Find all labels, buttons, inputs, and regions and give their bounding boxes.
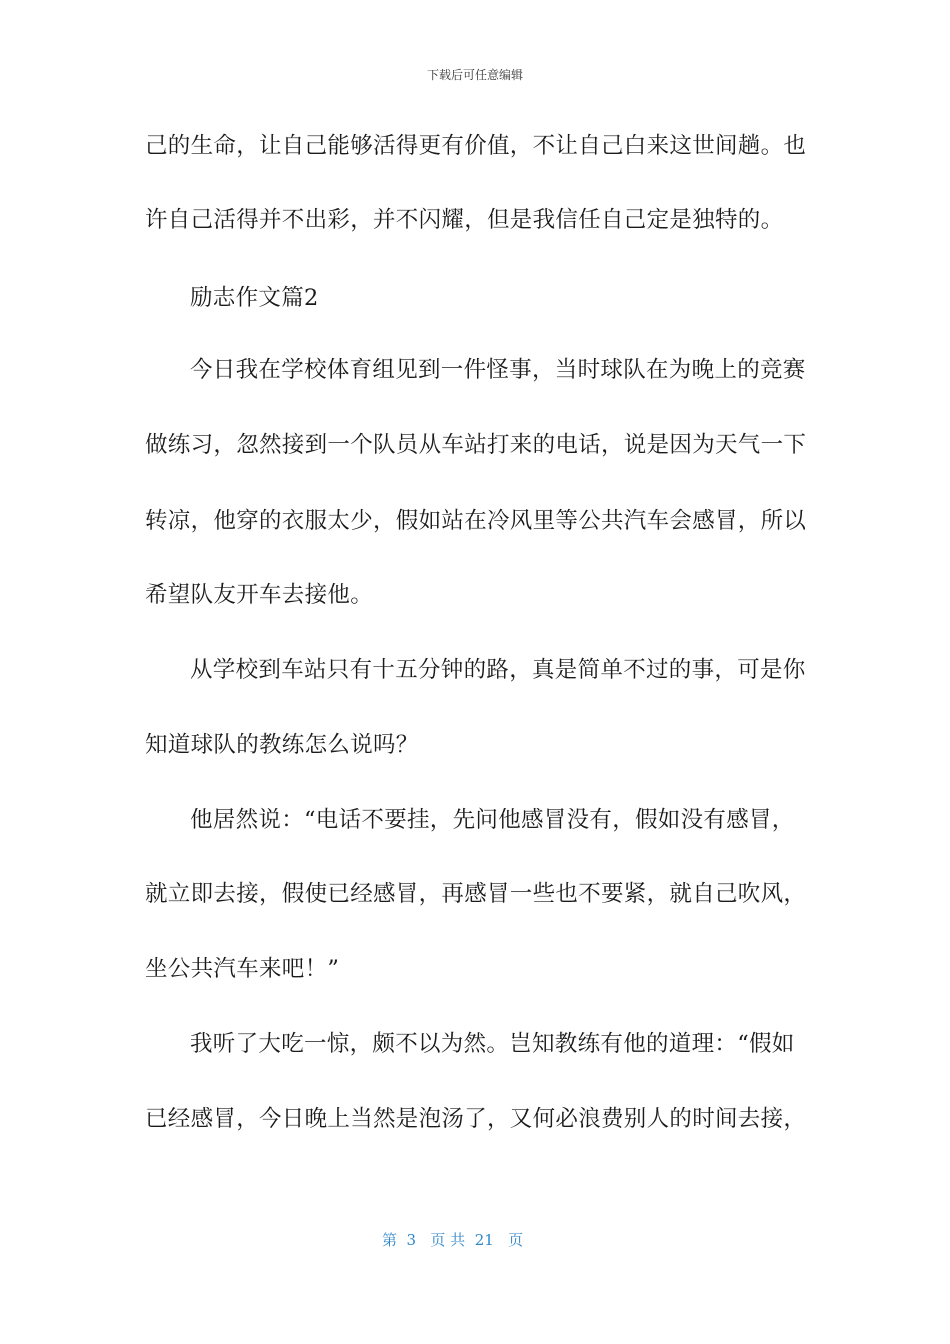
text-line: 我听了大吃一惊，颇不以为然。岂知教练有他的道理：“假如 xyxy=(190,1031,795,1057)
text-line: 就立即去接，假使已经感冒，再感冒一些也不要紧，就自己吹风， xyxy=(145,881,807,907)
section-heading: 励志作文篇2 xyxy=(190,285,319,311)
page-header: 下载后可任意编辑 xyxy=(426,68,523,82)
text-line: 已经感冒，今日晚上当然是泡汤了，又何必浪费别人的时间去接， xyxy=(145,1106,807,1132)
text-line: 知道球队的教练怎么说吗？ xyxy=(145,732,419,758)
text-line: 坐公共汽车来吧！” xyxy=(145,956,340,982)
text-line: 他居然说：“电话不要挂，先问他感冒没有，假如没有感冒， xyxy=(190,807,795,833)
text-line: 许自己活得并不出彩，并不闪耀，但是我信任自己定是独特的。 xyxy=(145,207,784,233)
text-line: 希望队友开车去接他。 xyxy=(145,582,374,608)
text-line: 己的生命，让自己能够活得更有价值，不让自己白来这世间趟。也 xyxy=(145,133,807,159)
text-line: 做练习，忽然接到一个队员从车站打来的电话，说是因为天气一下 xyxy=(145,432,807,458)
page-number-footer: 第 3 页 共 21 页 xyxy=(382,1231,524,1249)
text-line: 从学校到车站只有十五分钟的路，真是简单不过的事，可是你 xyxy=(190,657,806,683)
text-line: 今日我在学校体育组见到一件怪事，当时球队在为晚上的竞赛 xyxy=(190,357,806,383)
text-line: 转凉，他穿的衣服太少，假如站在冷风里等公共汽车会感冒，所以 xyxy=(145,508,807,534)
